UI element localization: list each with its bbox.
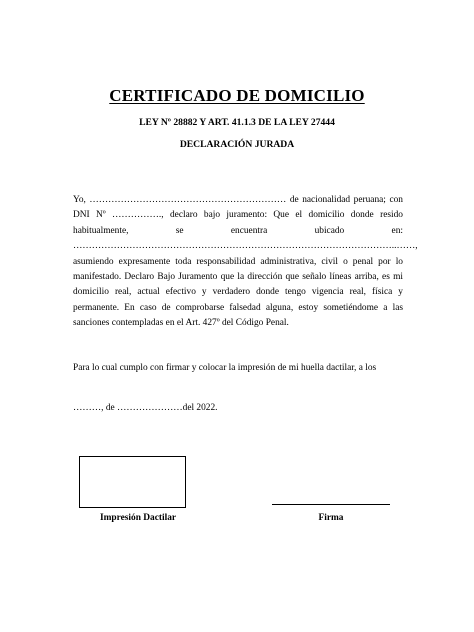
declaration-body [73,193,418,332]
document-title: CERTIFICADO DE DOMICILIO [109,86,365,105]
fingerprint-label: Impresión Dactilar [99,513,177,523]
law-reference: LEY Nº 28882 Y ART. 41.1.3 DE LA LEY 27444 [139,117,335,128]
fingerprint-box [79,456,186,508]
closing-paragraph: Para lo cual cumplo con firmar y colocar la impresión de mi huella dactilar, a los [73,363,377,373]
declaration-heading: DECLARACIÓN JURADA [179,139,295,150]
signature-line [272,504,390,505]
date-line: ………, de …………………del 2022. [73,403,218,413]
declaration-paragraph: Yo, ……………………………………………………… de nacionalidad peruana; con DNI Nº ……………., declaro bajo juramento: Que el domicilio donde resido habitualmente, se encuentra ubicado en: …………………………………………………………………………………………..……, asumiendo expresamente toda responsabilidad administrativa, civil o penal por lo manifestado. Declaro Bajo Juramento que la dirección que señalo líneas arriba, es mi domicilio real, actual efectivo y verdadero donde tengo vigencia real, física y permanente. En caso de comprobarse falsedad alguna, estoy sometiéndome a las sanciones contempladas en el Art. 427º del Código Penal. [73,195,418,329]
signature-label: Firma [318,513,344,523]
